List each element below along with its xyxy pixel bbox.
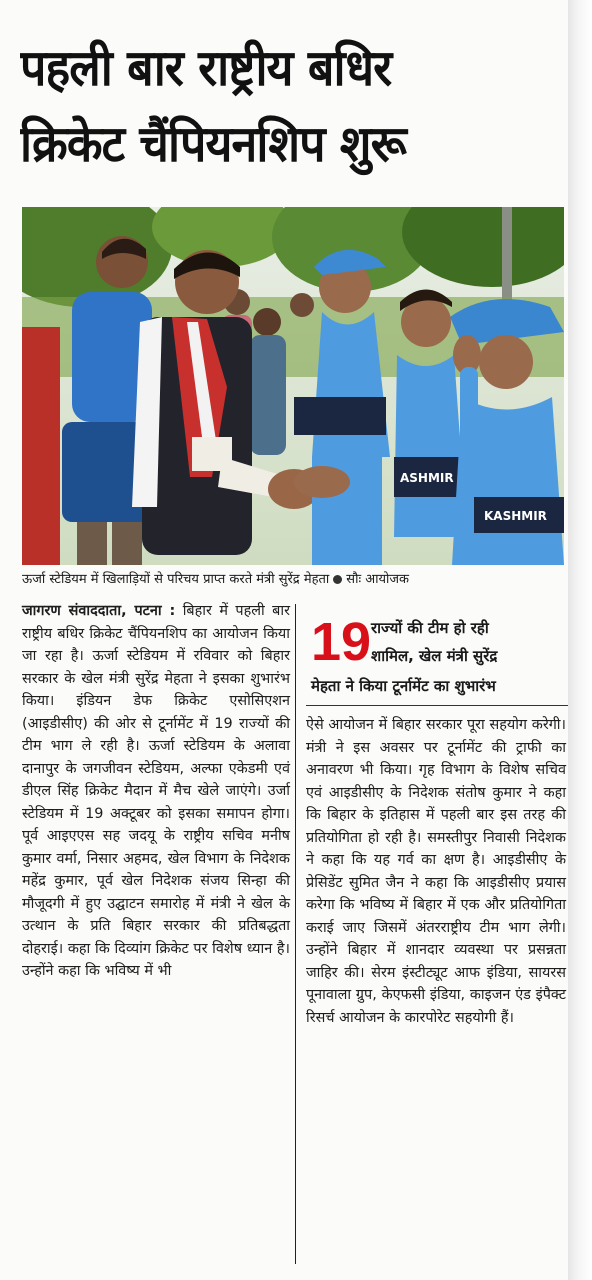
byline: जागरण संवाददाता, पटना : xyxy=(22,603,176,619)
article-left-body: बिहार में पहली बार राष्ट्रीय बधिर क्रिकेट चैंपियनशिप का आयोजन किया जा रहा है। ऊर्जा स्टेडियम में रविवार को बिहार सरकार के खेल मंत्री सुरेंद्र मेहता ने इसका शुभारंभ किया। इंडियन डेफ क्रिकेट एसोसिएशन (आइडीसीए) की ओर से टूर्नामेंट में 19 राज्यों की टीम भाग ले रही है। ऊर्जा स्टेडियम के अलावा दानापुर के जगजीवन स्टेडियम, अल्फा एकेडमी एवं डीएल सिंह क्रिकेट मैदान में मैच खेले जाएंगे। उर्जा स्टेडियम में 19 अक्टूबर को इसका समापन होगा। पूर्व आइएएस सह जदयू के राष्ट्रीय सचिव मनीष कुमार वर्मा, निसार अहमद, खेल विभाग के निदेशक महेंद्र कुमार, पूर्व खेल निदेशक संजय सिन्हा की मौजूदगी में हुए उद्घाटन समारोह में मंत्री ने खेल के उत्थान के प्रति बिहार सरकार की प्रतिबद्धता दोहराई। कहा कि दिव्यांग क्रिकेट पर विशेष ध्यान है। उन्होंने कहा कि भविष्य में भी xyxy=(22,603,290,979)
caption-credit: सौः आयोजक xyxy=(346,572,410,587)
pull-quote-number: 19 xyxy=(311,612,372,672)
jersey-label: ASHMIR xyxy=(400,471,454,485)
bullet-icon xyxy=(333,575,342,584)
news-photo xyxy=(22,207,564,565)
caption-text: ऊर्जा स्टेडियम में खिलाड़ियों से परिचय प्राप्त करते मंत्री सुरेंद्र मेहता xyxy=(22,572,330,587)
headline-line-2: क्रिकेट चैंपियनशिप शुरू xyxy=(20,115,406,173)
column-divider xyxy=(295,604,296,1264)
article-left-text xyxy=(22,600,290,983)
pull-quote-line-1: राज्यों की टीम हो रही xyxy=(371,619,489,637)
page-edge xyxy=(568,0,592,1280)
photo-caption xyxy=(22,570,567,590)
photo-illustration xyxy=(22,207,564,565)
headline xyxy=(20,30,565,182)
article-right-column xyxy=(306,714,566,1029)
pull-quote-line-3: मेहता ने किया टूर्नामेंट का शुभारंभ xyxy=(311,677,496,695)
article-right-body: ऐसे आयोजन में बिहार सरकार पूरा सहयोग करेगी। मंत्री ने इस अवसर पर टूर्नामेंट की ट्राफी का अनावरण भी किया। गृह विभाग के विशेष सचिव एवं आइडीसीए के निदेशक संतोष कुमार ने कहा कि बिहार के इतिहास में पहली बार इस तरह की प्रतियोगिता हो रही है। समस्तीपुर निवासी निदेशक ने कहा कि यह गर्व का क्षण है। आइडीसीए के प्रेसिडेंट सुमित जैन ने कहा कि आइडीसीए प्रयास करेगा कि भविष्य में बिहार में एक और प्रतियोगिता कराई जाए जिसमें अंतरराष्ट्रीय टीम भाग लेगी। उन्होंने बिहार में शानदार व्यवस्था पर प्रसन्नता जाहिर की। सेरम इंस्टीट्यूट आफ इंडिया, सायरस पूनावाला ग्रुप, केएफसी इंडिया, काइजन एंड इंपैक्ट रिसर्च आयोजन के कारपोरेट सहयोगी हैं। xyxy=(306,717,566,1026)
article-left-column xyxy=(22,600,290,983)
pull-quote-line-2: शामिल, खेल मंत्री सुरेंद्र xyxy=(371,647,498,665)
headline-line-1: पहली बार राष्ट्रीय बधिर xyxy=(20,39,392,97)
pull-quote xyxy=(306,613,568,701)
jersey-label: KASHMIR xyxy=(484,509,547,523)
pull-quote-rule xyxy=(306,705,568,706)
